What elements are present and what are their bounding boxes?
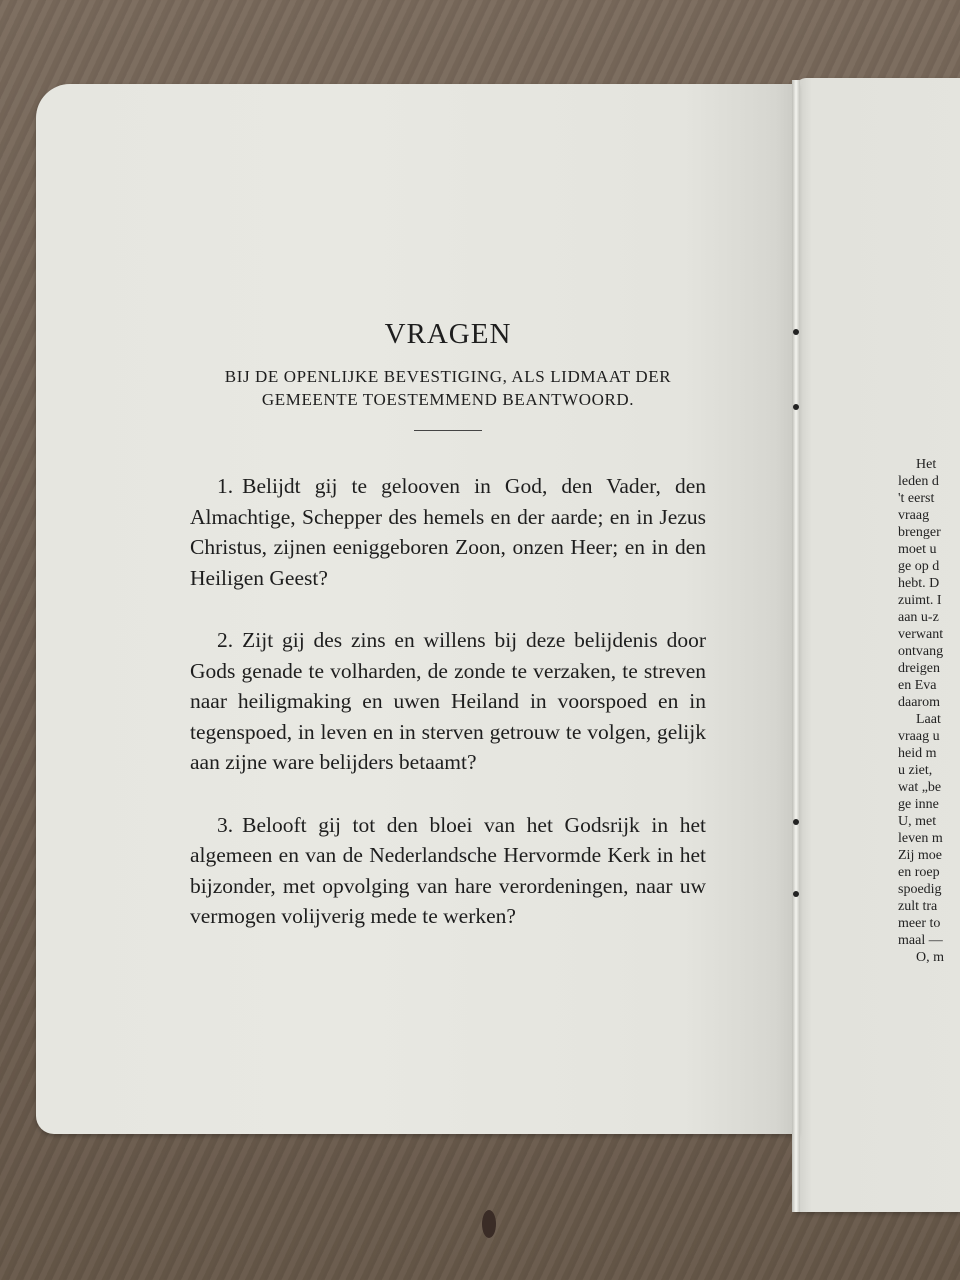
right-page-line: en roep <box>898 865 940 880</box>
right-page-line: 't eerst <box>898 491 935 506</box>
question-number: 1. <box>217 474 234 498</box>
right-page-line: wat „be <box>898 780 942 795</box>
right-page-line: spoedig <box>898 882 942 897</box>
question-text: Zijt gij des zins en willens bij deze belijdenis door Gods genade te volharden, de zonde te verzaken, te streven naar heiligmaking en uwen Heiland in voorspoed en in tegenspoed, in leven en in sterven getrouw te volgen, gelijk aan zijne ware belijders betaamt? <box>190 628 706 774</box>
right-page-line: ge op d <box>898 559 940 574</box>
right-page-line: aan u-z <box>898 610 939 625</box>
right-page-line: Zij moe <box>898 848 942 863</box>
subtitle <box>190 365 706 411</box>
right-page-line: daarom <box>898 695 940 710</box>
right-page-line: vraag u <box>898 729 940 744</box>
right-page-line: maal — <box>898 933 943 948</box>
staple-hole <box>793 329 799 335</box>
divider <box>414 430 482 431</box>
right-page-line: ontvang <box>898 644 944 659</box>
right-page-line: heid m <box>898 746 937 761</box>
right-page-line: zult tra <box>898 899 938 914</box>
page-title: VRAGEN <box>384 318 512 350</box>
right-page-line: brenger <box>898 525 941 540</box>
staple-hole <box>793 891 799 897</box>
question-text: Belijdt gij te gelooven in God, den Vader, den Almachtige, Schepper des hemels en der aarde; en in Jezus Christus, zijnen eeniggeboren Zoon, onzen Heer; en in den Heiligen Geest? <box>190 474 706 590</box>
right-page-line: Laat <box>916 712 941 727</box>
right-page-line: zuimt. I <box>898 593 942 608</box>
table-stain <box>482 1210 496 1238</box>
question-3 <box>190 810 706 932</box>
right-page-line: u ziet, <box>898 763 933 778</box>
right-page-line: leven m <box>898 831 943 846</box>
staple-hole <box>793 819 799 825</box>
right-page-line: ge inne <box>898 797 939 812</box>
right-page-line: hebt. D <box>898 576 940 591</box>
subtitle-line-2: GEMEENTE TOESTEMMEND BEANTWOORD. <box>261 390 635 409</box>
right-page-line: Het <box>916 457 937 472</box>
right-page-line: U, met <box>898 814 937 829</box>
left-page-content <box>190 318 706 964</box>
question-1 <box>190 471 706 593</box>
question-2 <box>190 625 706 778</box>
right-page-line: verwant <box>898 627 944 642</box>
right-page-line: meer to <box>898 916 941 931</box>
question-text: Belooft gij tot den bloei van het Godsrijk in het algemeen en van de Nederlandsche Hervormde Kerk in het bijzonder, met opvolging van hare verordeningen, naar uw vermogen volijverig mede te werken? <box>190 812 706 928</box>
right-page-line: leden d <box>898 474 939 489</box>
right-page-line: dreigen <box>898 661 940 676</box>
subtitle-line-1: BIJ DE OPENLIJKE BEVESTIGING, ALS LIDMAAT DER <box>224 367 672 386</box>
right-page-line: moet u <box>898 542 937 557</box>
staple-hole <box>793 404 799 410</box>
right-page-text <box>898 456 960 966</box>
right-page-line: vraag <box>898 508 930 523</box>
right-page-line: en Eva <box>898 678 937 693</box>
booklet-spine <box>792 80 800 1212</box>
question-number: 2. <box>217 628 234 652</box>
question-number: 3. <box>217 812 234 837</box>
right-page-line: O, m <box>916 950 944 965</box>
